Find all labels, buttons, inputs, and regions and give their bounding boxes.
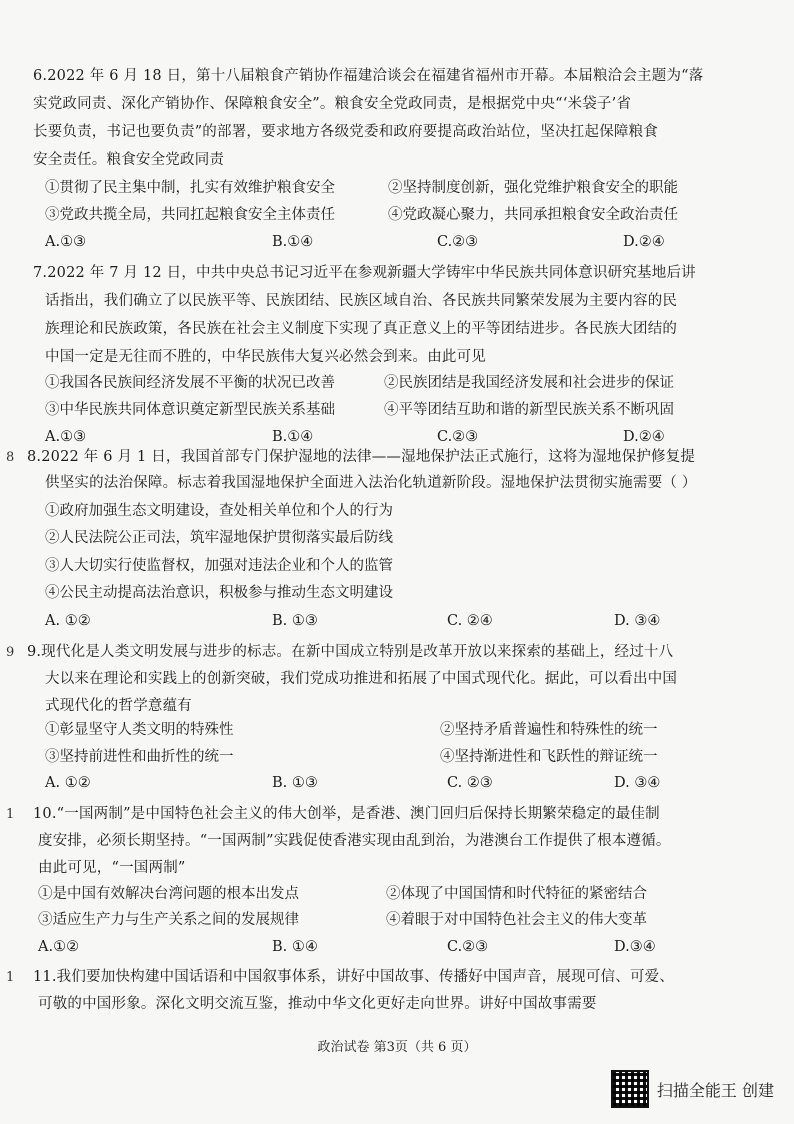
question-text-line: 中国一定是无往而不胜的，中华民族伟大复兴必然会到来。由此可见 [45,349,486,365]
margin-mark: 1 [6,970,15,985]
choice-d: D.③④ [614,939,656,955]
choice-a: A.①③ [45,429,87,445]
choice-c: C. ②③ [447,775,493,791]
question-text-line: 族理论和民族政策，各民族在社会主义制度下实现了真正意义上的平等团结进步。各民族大团结的 [45,321,678,337]
statement: ③党政共揽全局，共同扛起粮食安全主体责任 [45,207,335,223]
choice-d: D. ③④ [614,775,661,791]
scanner-watermark [611,1070,774,1108]
question-text-line: 可敬的中国形象。深化文明交流互鉴，推动中华文化更好走向世界。讲好中国故事需要 [38,996,597,1012]
choice-c: C.②③ [447,939,489,955]
question-text-line: 11.我们要加快构建中国话语和中国叙事体系，讲好中国故事、传播好中国声音，展现可信、可爱、 [33,969,675,985]
statement: ②人民法院公正司法，筑牢湿地保护贯彻落实最后防线 [45,530,393,546]
question-text-line: 大以来在理论和实践上的创新突破，我们党成功推进和拓展了中国式现代化。据此，可以看出中国 [45,671,678,687]
question-text-line: 话指出，我们确立了以民族平等、民族团结、民族区域自治、各民族共同繁荣发展为主要内容的民 [45,293,678,309]
statement: ②坚持矛盾普遍性和特殊性的统一 [440,722,658,738]
choice-a: A. ①② [45,613,91,629]
margin-mark: 9 [6,645,15,660]
question-text-line: 供坚实的法治保障。标志着我国湿地保护全面进入法治化轨道新阶段。湿地保护法贯彻实施需要（ ） [45,475,697,491]
choice-d: D. ③④ [614,613,661,629]
statement: ①是中国有效解决台湾问题的根本出发点 [38,886,299,902]
page-footer: 政治试卷 第3页（共 6 页） [317,1040,477,1055]
question-text-line: 8.2022 年 6 月 1 日，我国首部专门保护湿地的法律——湿地保护法正式施行，这将为湿地保护修复提 [27,449,696,465]
statement: ④公民主动提高法治意识，积极参与推动生态文明建设 [45,585,393,601]
question-text-line: 由此可见，“一国两制” [38,860,186,876]
statement: ④坚持渐进性和飞跃性的辩证统一 [440,749,658,765]
statement: ①贯彻了民主集中制，扎实有效维护粮食安全 [45,180,335,196]
question-text-line: 长要负责，书记也要负责”的部署，要求地方各级党委和政府要提高政治站位，坚决扛起保障粮食 [33,124,659,140]
qr-code-icon [611,1070,649,1108]
statement: ①彰显坚守人类文明的特殊性 [45,722,234,738]
statement: ③坚持前进性和曲折性的统一 [45,749,234,765]
margin-mark: 1 [6,807,15,822]
choice-b: B. ①③ [272,775,318,791]
statement: ④党政凝心聚力，共同承担粮食安全政治责任 [388,207,678,223]
choice-b: B. ①④ [272,939,318,955]
margin-mark: 8 [6,450,15,465]
choice-a: A.①② [38,939,80,955]
question-text-line: 7.2022 年 7 月 12 日，中共中央总书记习近平在参观新疆大学铸牢中华民族共同体意识研究基地后讲 [33,265,696,281]
question-text-line: 实党政同责、深化产销协作、保障粮食安全”。粮食安全党政同责，是根据党中央“‘米袋子’省 [33,96,632,112]
statement: ②坚持制度创新，强化党维护粮食安全的职能 [388,180,678,196]
question-text-line: 10.“一国两制”是中国特色社会主义的伟大创举，是香港、澳门回归后保持长期繁荣稳定的最佳制 [33,806,660,822]
choice-b: B. ①③ [272,613,318,629]
statement: ②民族团结是我国经济发展和社会进步的保证 [384,375,674,391]
choice-c: C. ②④ [447,613,493,629]
statement: ③人大切实行使监督权，加强对违法企业和个人的监管 [45,558,393,574]
choice-b: B.①④ [272,234,314,250]
statement: ③中华民族共同体意识奠定新型民族关系基础 [45,402,335,418]
choice-c: C.②③ [437,234,479,250]
choice-b: B.①④ [272,429,314,445]
question-text-line: 度安排，必须长期坚持。“一国两制”实践促使香港实现由乱到治，为港澳台工作提供了根本遵循。 [38,833,671,849]
statement: ②体现了中国国情和时代特征的紧密结合 [386,886,647,902]
statement: ①政府加强生态文明建设，查处相关单位和个人的行为 [45,503,393,519]
question-text-line: 6.2022 年 6 月 18 日，第十八届粮食产销协作福建洽谈会在福建省福州市开幕。本届粮洽会主题为“落 [33,68,704,84]
question-text-line: 安全责任。粮食安全党政同责 [33,152,225,168]
choice-c: C.②③ [437,429,479,445]
choice-d: D.②④ [623,429,665,445]
statement: ④着眼于对中国特色社会主义的伟大变革 [386,912,647,928]
question-text-line: 式现代化的哲学意蕴有 [45,698,192,714]
choice-d: D.②④ [623,234,665,250]
statement: ④平等团结互助和谐的新型民族关系不断巩固 [384,402,674,418]
choice-a: A. ①② [45,775,91,791]
choice-a: A.①③ [45,234,87,250]
statement: ③适应生产力与生产关系之间的发展规律 [38,912,299,928]
question-text-line: 9.现代化是人类文明发展与进步的标志。在新中国成立特别是改革开放以来探索的基础上，经过十八 [27,644,674,660]
watermark-text: 扫描全能王 创建 [656,1080,774,1100]
statement: ①我国各民族间经济发展不平衡的状况已改善 [45,375,335,391]
